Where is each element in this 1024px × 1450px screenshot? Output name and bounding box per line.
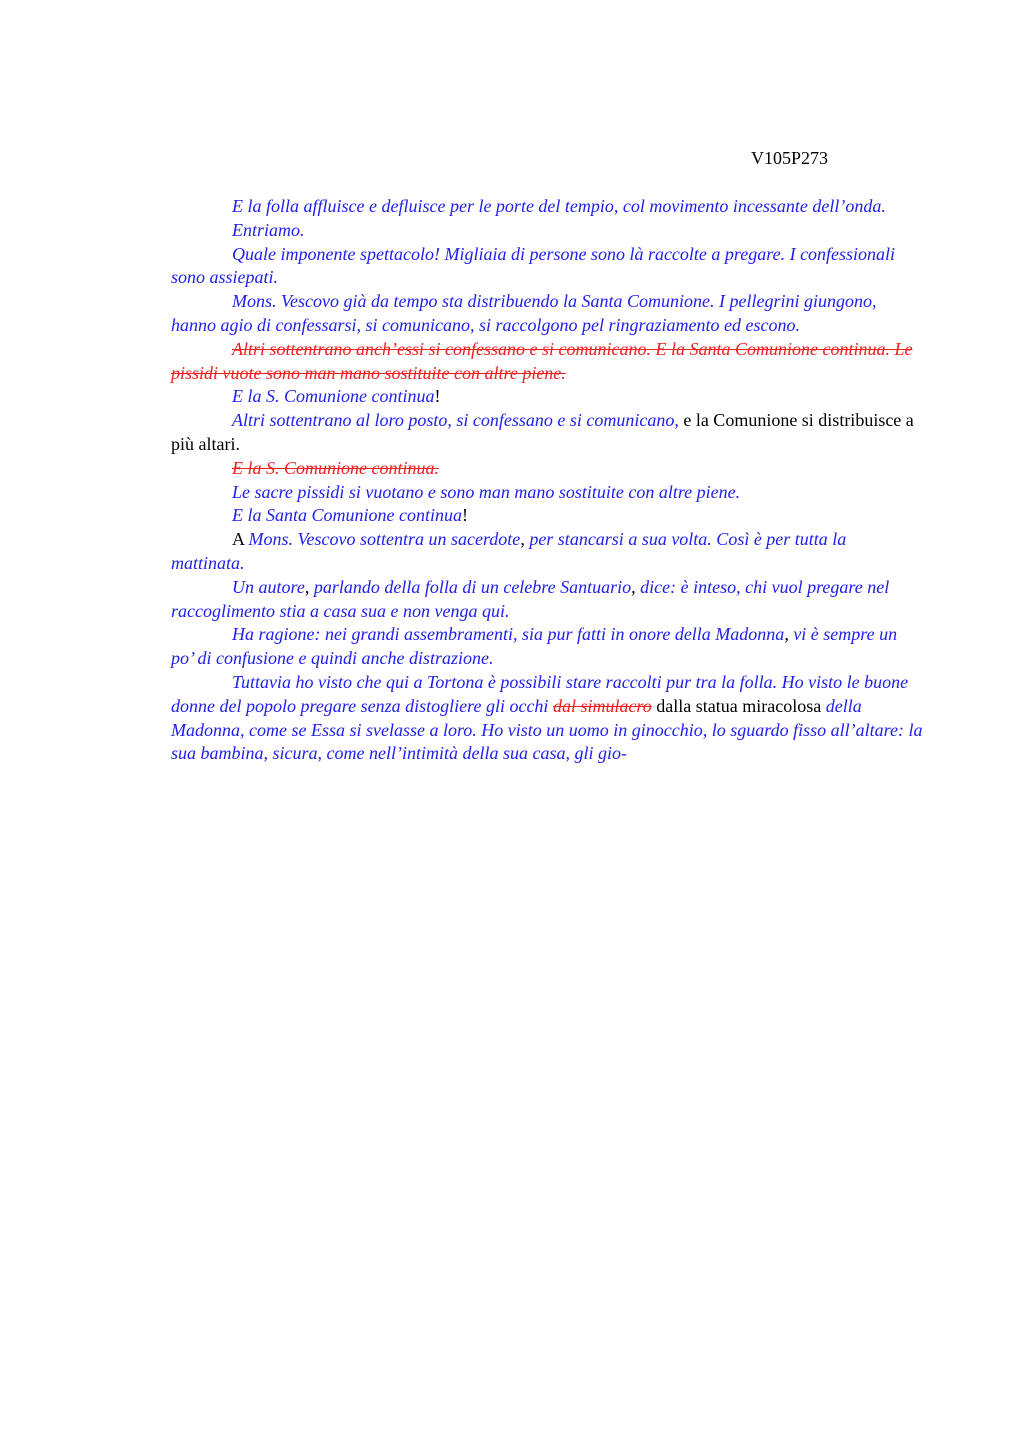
paragraph — [171, 457, 923, 481]
paragraph — [171, 671, 923, 766]
deleted-text: dal simulacro — [552, 695, 652, 716]
inserted-text: Ha ragione: nei grandi assembramenti, sia pur fatti in onore della Madonna — [232, 624, 785, 645]
original-text: e la Comunione si distribuisce a più altari. — [171, 410, 914, 454]
inserted-text: Tuttavia ho visto che qui a Tortona è possibili stare raccolti pur tra la folla. Ho visto le buone donne del popolo pregare senza distogliere gli occhi — [171, 671, 909, 716]
inserted-text: Entriamo. — [232, 219, 305, 240]
inserted-text: vi è sempre un po’ di confusione e quindi anche distrazione. — [171, 624, 898, 669]
paragraph — [171, 409, 923, 457]
paragraph — [171, 623, 923, 671]
paragraph — [171, 528, 923, 576]
inserted-text: E la S. Comunione continua — [232, 386, 435, 407]
inserted-text: per stancarsi a sua volta. Così è per tutta la mattinata. — [171, 529, 847, 573]
original-text: A — [232, 529, 249, 550]
document-body — [171, 195, 923, 766]
inserted-text: Quale imponente spettacolo! Migliaia di persone sono là raccolte a pregare. I confessionali sono assiepati. — [171, 243, 896, 288]
original-text: ! — [461, 505, 468, 526]
inserted-text: Mons. Vescovo già da tempo sta distribuendo la Santa Comunione. I pellegrini giungono, hanno agio di confessarsi, si comunicano, si raccolgono pel ringraziamento ed escono. — [171, 291, 877, 335]
inserted-text: E la Santa Comunione continua — [232, 505, 462, 526]
original-text: , — [784, 624, 794, 645]
inserted-text: della Madonna, come se Essa si svelasse a loro. Ho visto un uomo in ginocchio, lo sguardo fisso all’altare: la sua bambina, sicura, come nell’intimità della sua casa, gli gio- — [171, 695, 923, 764]
inserted-text: Altri sottentrano al loro posto, si confessano e si comunicano, — [232, 410, 679, 431]
paragraph — [171, 385, 923, 409]
inserted-text: Le sacre pissidi si vuotano e sono man mano sostituite con altre piene. — [232, 481, 741, 502]
page-identifier: V105P273 — [751, 148, 829, 168]
inserted-text: parlando della folla di un celebre Santuario — [313, 576, 632, 597]
inserted-text: Un autore — [232, 576, 305, 597]
paragraph — [171, 195, 923, 219]
original-text: , — [304, 576, 314, 597]
deleted-text: Altri sottentrano anch’essi si confessano e si comunicano. E la Santa Comunione continua. Le pissidi vuote sono man mano sostituite con altre piene. — [171, 338, 913, 383]
inserted-text: dice: è inteso, chi vuol pregare nel raccoglimento stia a casa sua e non venga qui. — [171, 576, 890, 621]
inserted-text: Mons. Vescovo sottentra un sacerdote — [248, 529, 521, 550]
original-text: ! — [434, 386, 441, 407]
paragraph — [171, 481, 923, 505]
original-text: , — [520, 529, 530, 550]
paragraph — [171, 576, 923, 624]
deleted-text: E la S. Comunione continua. — [232, 457, 439, 478]
paragraph — [171, 290, 923, 338]
original-text: , — [631, 576, 641, 597]
inserted-text: E la folla affluisce e defluisce per le porte del tempio, col movimento incessante dell’onda. — [232, 196, 886, 216]
paragraph — [171, 243, 923, 291]
paragraph — [171, 219, 923, 243]
original-text: dalla statua miracolosa — [651, 695, 826, 716]
paragraph — [171, 504, 923, 528]
paragraph — [171, 338, 923, 386]
